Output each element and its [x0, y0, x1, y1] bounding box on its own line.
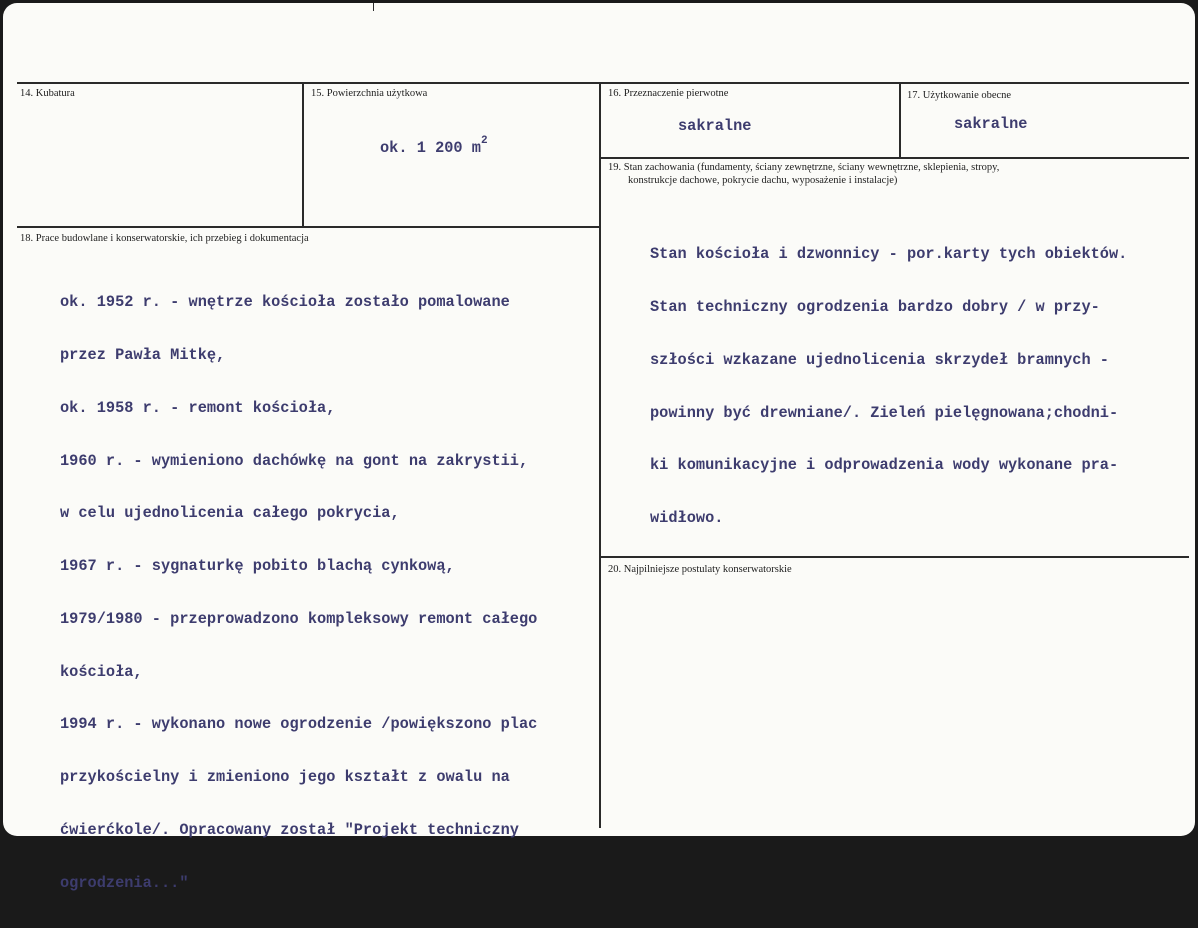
text-line: szłości wzkazane ujednolicenia skrzydeł bramnych - [650, 350, 1109, 369]
text-line: ogrodzenia..." [60, 873, 189, 892]
field-15-value [380, 135, 488, 157]
text-line: 1994 r. - wykonano nowe ogrodzenie /powiększono plac [60, 715, 538, 734]
text-line: kościoła, [60, 662, 143, 681]
field-16-value: sakralne [678, 117, 752, 135]
rule-mid-left [17, 226, 601, 228]
field-14-label: 14. Kubatura [20, 88, 75, 99]
text-line: ki komunikacyjne i odprowadzenia wody wykonane pra- [650, 456, 1119, 475]
text-line: przez Pawła Mitkę, [60, 345, 226, 364]
field-19-text [650, 211, 1127, 563]
rule-top [17, 82, 1189, 84]
rule-v3 [899, 82, 901, 159]
field-17-label: 17. Użytkowanie obecne [907, 90, 1012, 101]
field-18-label: 18. Prace budowlane i konserwatorskie, ich przebieg i dokumentacja [20, 233, 309, 244]
rule-v-main [599, 82, 601, 828]
field-17-value: sakralne [954, 115, 1028, 133]
text-line: w celu ujednolicenia całego pokrycia, [60, 504, 400, 523]
text-line: Stan kościoła i dzwonnicy - por.karty tych obiektów. [650, 245, 1128, 264]
text-line: 1979/1980 - przeprowadzono kompleksowy remont całego [60, 609, 538, 628]
text-line: 1960 r. - wymieniono dachówkę na gont na zakrystii, [60, 451, 529, 470]
text-line: powinny być drewniane/. Zieleń pielęgnowana;chodni- [650, 403, 1119, 422]
area-value-text: ok. 1 200 m [380, 139, 481, 157]
field-15-label: 15. Powierzchnia użytkowa [311, 88, 428, 99]
text-line: widłowo. [650, 509, 724, 528]
field-19-label-line1: 19. Stan zachowania (fundamenty, ściany zewnętrzne, ściany wewnętrzne, sklepienia, stropy, [608, 162, 1000, 173]
text-line: ćwierćkole/. Opracowany został "Projekt techniczny [60, 821, 519, 839]
field-19-label [608, 161, 999, 187]
text-line: Stan techniczny ogrodzenia bardzo dobry / w przy- [650, 297, 1100, 316]
field-20-label: 20. Najpilniejsze postulaty konserwatorskie [608, 564, 792, 575]
field-16-label: 16. Przeznaczenie pierwotne [608, 88, 729, 99]
text-line: ok. 1958 r. - remont kościoła, [60, 398, 336, 417]
rule-mid-right [601, 157, 1189, 159]
rule-v1 [302, 82, 304, 228]
text-line: przykościelny i zmieniono jego kształt z owalu na [60, 768, 510, 787]
field-19-label-line2: konstrukcje dachowe, pokrycie dachu, wyposażenie i instalacje) [628, 175, 898, 186]
text-line: ok. 1952 r. - wnętrze kościoła zostało pomalowane [60, 293, 510, 312]
inventory-card [3, 3, 1195, 892]
area-unit-exponent: 2 [480, 135, 488, 147]
rule-top-tick [373, 3, 374, 11]
text-line: 1967 r. - sygnaturkę pobito blachą cynkową, [60, 557, 455, 576]
field-18-text [60, 259, 537, 928]
